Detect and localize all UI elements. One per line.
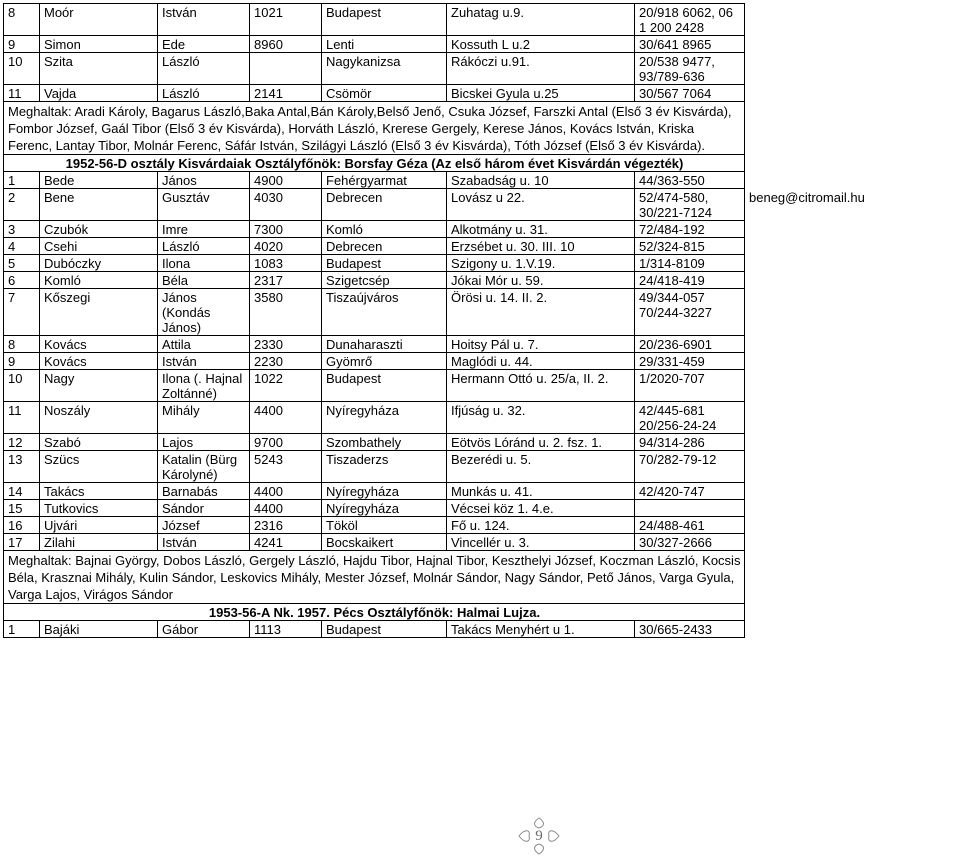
- cell-phone: 52/474-580, 30/221-7124: [635, 189, 745, 221]
- cell-addr: Erzsébet u. 30. III. 10: [447, 238, 635, 255]
- cell-first: László: [158, 53, 250, 85]
- cell-first: Ilona: [158, 255, 250, 272]
- cell-city: Nyíregyháza: [322, 500, 447, 517]
- cell-phone: 24/488-461: [635, 517, 745, 534]
- cell-first: Gábor: [158, 621, 250, 638]
- cell-city: Komló: [322, 221, 447, 238]
- cell-first: Sándor: [158, 500, 250, 517]
- cell-addr: Bicskei Gyula u.25: [447, 85, 635, 102]
- cell-last: Csehi: [40, 238, 158, 255]
- cell-last: Czubók: [40, 221, 158, 238]
- cell-email: [745, 370, 958, 402]
- cell-addr: Vincellér u. 3.: [447, 534, 635, 551]
- cell-city: Budapest: [322, 370, 447, 402]
- cell-city: Lenti: [322, 36, 447, 53]
- cell-zip: [250, 53, 322, 85]
- cell-phone: 30/567 7064: [635, 85, 745, 102]
- cell-city: Nagykanizsa: [322, 53, 447, 85]
- cell-first: Béla: [158, 272, 250, 289]
- cell-last: Dubóczky: [40, 255, 158, 272]
- table-row: [4, 255, 958, 272]
- cell-phone: 20/538 9477, 93/789-636: [635, 53, 745, 85]
- cell-num: 16: [4, 517, 40, 534]
- table-row: [4, 353, 958, 370]
- section-heading-row: [4, 604, 958, 621]
- deceased-note-1: Meghaltak: Aradi Károly, Bagarus László,Baka Antal,Bán Károly,Belső Jenő, Csuka József, Farszki Antal (Első 3 év Kisvárda), Fombor József, Gaál Tibor (Első 3 év Kisvárda), Horváth László, Krerese Gergely, Kerese János, Kovács István, Kriska Ferenc, Lantay Tibor, Molnár Ferenc, Sáfár István, Szilágyi László (Első 3 év Kisvárda), Tóth József (Első 3 év Kisvárda).: [4, 102, 745, 155]
- cell-email: [745, 238, 958, 255]
- table-row: [4, 189, 958, 221]
- cell-num: 5: [4, 255, 40, 272]
- cell-phone: 29/331-459: [635, 353, 745, 370]
- table-row: [4, 500, 958, 517]
- cell-first: Barnabás: [158, 483, 250, 500]
- cell-phone: 1/314-8109: [635, 255, 745, 272]
- cell-last: Noszály: [40, 402, 158, 434]
- cell-city: Nyíregyháza: [322, 483, 447, 500]
- table-row: [4, 289, 958, 336]
- cell-phone: 24/418-419: [635, 272, 745, 289]
- bottom-rows: [4, 621, 958, 638]
- cell-phone: 52/324-815: [635, 238, 745, 255]
- cell-num: 10: [4, 370, 40, 402]
- cell-email: [745, 517, 958, 534]
- cell-addr: Alkotmány u. 31.: [447, 221, 635, 238]
- cell-num: 6: [4, 272, 40, 289]
- cell-last: Simon: [40, 36, 158, 53]
- cell-city: Debrecen: [322, 189, 447, 221]
- cell-last: Vajda: [40, 85, 158, 102]
- cell-city: Dunaharaszti: [322, 336, 447, 353]
- cell-last: Bajáki: [40, 621, 158, 638]
- cell-zip: 5243: [250, 451, 322, 483]
- cell-email: [745, 53, 958, 85]
- cell-email: [745, 483, 958, 500]
- cell-phone: 44/363-550: [635, 172, 745, 189]
- cell-zip: 8960: [250, 36, 322, 53]
- cell-addr: Szigony u. 1.V.19.: [447, 255, 635, 272]
- cell-num: 1: [4, 172, 40, 189]
- cell-addr: Szabadság u. 10: [447, 172, 635, 189]
- table-row: [4, 483, 958, 500]
- cell-addr: Vécsei köz 1. 4.e.: [447, 500, 635, 517]
- cell-last: Bene: [40, 189, 158, 221]
- cell-num: 12: [4, 434, 40, 451]
- cell-first: János (Kondás János): [158, 289, 250, 336]
- cell-num: 9: [4, 36, 40, 53]
- cell-city: Csömör: [322, 85, 447, 102]
- cell-city: Szigetcsép: [322, 272, 447, 289]
- cell-addr: Zuhatag u.9.: [447, 4, 635, 36]
- cell-addr: Munkás u. 41.: [447, 483, 635, 500]
- table-row: [4, 85, 958, 102]
- cell-addr: Lovász u 22.: [447, 189, 635, 221]
- cell-email: [745, 172, 958, 189]
- cell-num: 11: [4, 402, 40, 434]
- cell-email: [745, 85, 958, 102]
- cell-first: László: [158, 238, 250, 255]
- cell-first: István: [158, 534, 250, 551]
- cell-num: 17: [4, 534, 40, 551]
- table-row: [4, 36, 958, 53]
- cell-city: Tiszaújváros: [322, 289, 447, 336]
- cell-zip: 2316: [250, 517, 322, 534]
- cell-email: [745, 434, 958, 451]
- cell-phone: 30/327-2666: [635, 534, 745, 551]
- cell-phone: 1/2020-707: [635, 370, 745, 402]
- cell-num: 7: [4, 289, 40, 336]
- deceased-note-2: Meghaltak: Bajnai György, Dobos László, Gergely László, Hajdu Tibor, Hajnal Tibor, Keszthelyi József, Koczman László, Kocsis Béla, Krasznai Mihály, Kulin Sándor, Leskovics Mihály, Mester József, Molnár Sándor, Nagy Sándor, Pető János, Varga Gyula, Varga Lajos, Virágos Sándor: [4, 551, 745, 604]
- cell-last: Kőszegi: [40, 289, 158, 336]
- cell-first: Gusztáv: [158, 189, 250, 221]
- cell-city: Tököl: [322, 517, 447, 534]
- cell-last: Szita: [40, 53, 158, 85]
- cell-zip: 2317: [250, 272, 322, 289]
- cell-city: Nyíregyháza: [322, 402, 447, 434]
- top-rows: [4, 4, 958, 102]
- cell-first: Imre: [158, 221, 250, 238]
- cell-city: Budapest: [322, 255, 447, 272]
- cell-zip: 1021: [250, 4, 322, 36]
- cell-email: [745, 402, 958, 434]
- cell-email: beneg@citromail.hu: [749, 189, 865, 205]
- cell-email: [745, 621, 958, 638]
- cell-city: Debrecen: [322, 238, 447, 255]
- cell-num: 9: [4, 353, 40, 370]
- table-row: [4, 238, 958, 255]
- cell-last: Bede: [40, 172, 158, 189]
- cell-addr: Ifjúság u. 32.: [447, 402, 635, 434]
- cell-addr: Eötvös Lóránd u. 2. fsz. 1.: [447, 434, 635, 451]
- table-row: [4, 621, 958, 638]
- cell-first: Ede: [158, 36, 250, 53]
- class-roster-table: [3, 3, 958, 638]
- cell-city: Budapest: [322, 621, 447, 638]
- cell-first: István: [158, 353, 250, 370]
- cell-first: Attila: [158, 336, 250, 353]
- table-row: [4, 53, 958, 85]
- cell-num: 14: [4, 483, 40, 500]
- class-heading-1953: 1953-56-A Nk. 1957. Pécs Osztályfőnök: Halmai Lujza.: [4, 604, 745, 621]
- class-heading-1952: 1952-56-D osztály Kisvárdaiak Osztályfőnök: Borsfay Géza (Az első három évet Kisvárdán végezték): [4, 155, 745, 172]
- cell-city: Tiszaderzs: [322, 451, 447, 483]
- cell-addr: Takács Menyhért u 1.: [447, 621, 635, 638]
- cell-phone: 30/641 8965: [635, 36, 745, 53]
- cell-num: 13: [4, 451, 40, 483]
- cell-num: 4: [4, 238, 40, 255]
- cell-num: 10: [4, 53, 40, 85]
- cell-zip: 4400: [250, 483, 322, 500]
- cell-zip: 4030: [250, 189, 322, 221]
- cell-last: Takács: [40, 483, 158, 500]
- cell-email: [745, 4, 958, 36]
- cell-email: [745, 272, 958, 289]
- cell-num: 1: [4, 621, 40, 638]
- cell-num: 11: [4, 85, 40, 102]
- table-row: [4, 4, 958, 36]
- cell-phone: 70/282-79-12: [635, 451, 745, 483]
- cell-email: [745, 221, 958, 238]
- table-row: [4, 370, 958, 402]
- cell-phone: 20/236-6901: [635, 336, 745, 353]
- cell-addr: Jókai Mór u. 59.: [447, 272, 635, 289]
- cell-last: Kovács: [40, 353, 158, 370]
- cell-num: 2: [4, 189, 40, 221]
- note-row: [4, 102, 958, 155]
- table-row: [4, 336, 958, 353]
- cell-first: Katalin (Bürg Károlyné): [158, 451, 250, 483]
- table-row: [4, 451, 958, 483]
- table-row: [4, 172, 958, 189]
- table-row: [4, 434, 958, 451]
- cell-email: [745, 500, 958, 517]
- cell-phone: [635, 500, 745, 517]
- cell-zip: 2141: [250, 85, 322, 102]
- cell-email: [745, 289, 958, 336]
- cell-phone: 30/665-2433: [635, 621, 745, 638]
- cell-addr: Maglódi u. 44.: [447, 353, 635, 370]
- cell-last: Kovács: [40, 336, 158, 353]
- cell-phone: 42/420-747: [635, 483, 745, 500]
- cell-last: Moór: [40, 4, 158, 36]
- cell-num: 8: [4, 336, 40, 353]
- cell-zip: 4900: [250, 172, 322, 189]
- cell-phone: 72/484-192: [635, 221, 745, 238]
- cell-last: Zilahi: [40, 534, 158, 551]
- cell-zip: 2230: [250, 353, 322, 370]
- cell-num: 8: [4, 4, 40, 36]
- cell-last: Ujvári: [40, 517, 158, 534]
- cell-last: Szabó: [40, 434, 158, 451]
- cell-city: Szombathely: [322, 434, 447, 451]
- cell-zip: 4400: [250, 402, 322, 434]
- cell-zip: 1113: [250, 621, 322, 638]
- cell-city: Bocskaikert: [322, 534, 447, 551]
- cell-zip: 4020: [250, 238, 322, 255]
- table-row: [4, 402, 958, 434]
- table-row: [4, 272, 958, 289]
- cell-last: Komló: [40, 272, 158, 289]
- cell-addr: Hermann Ottó u. 25/a, II. 2.: [447, 370, 635, 402]
- cell-phone: 94/314-286: [635, 434, 745, 451]
- main-rows: [4, 172, 958, 551]
- cell-addr: Fő u. 124.: [447, 517, 635, 534]
- cell-num: 15: [4, 500, 40, 517]
- cell-zip: 1022: [250, 370, 322, 402]
- cell-addr: Kossuth L u.2: [447, 36, 635, 53]
- cell-first: János: [158, 172, 250, 189]
- cell-zip: 3580: [250, 289, 322, 336]
- page-number: 9: [515, 816, 563, 856]
- cell-first: István: [158, 4, 250, 36]
- cell-email: [745, 534, 958, 551]
- cell-zip: 2330: [250, 336, 322, 353]
- cell-email: [745, 451, 958, 483]
- cell-email: [745, 255, 958, 272]
- cell-zip: 9700: [250, 434, 322, 451]
- cell-city: Fehérgyarmat: [322, 172, 447, 189]
- cell-phone: 42/445-681 20/256-24-24: [635, 402, 745, 434]
- cell-addr: Bezerédi u. 5.: [447, 451, 635, 483]
- section-heading-row: [4, 155, 958, 172]
- cell-zip: 1083: [250, 255, 322, 272]
- cell-num: 3: [4, 221, 40, 238]
- cell-addr: Hoitsy Pál u. 7.: [447, 336, 635, 353]
- cell-last: Szücs: [40, 451, 158, 483]
- cell-phone: 20/918 6062, 06 1 200 2428: [635, 4, 745, 36]
- cell-addr: Örösi u. 14. II. 2.: [447, 289, 635, 336]
- cell-last: Tutkovics: [40, 500, 158, 517]
- table-row: [4, 221, 958, 238]
- cell-city: Gyömrő: [322, 353, 447, 370]
- cell-first: Ilona (. Hajnal Zoltánné): [158, 370, 250, 402]
- cell-first: László: [158, 85, 250, 102]
- cell-zip: 4241: [250, 534, 322, 551]
- cell-email: [745, 36, 958, 53]
- cell-phone: 49/344-057 70/244-3227: [635, 289, 745, 336]
- table-row: [4, 534, 958, 551]
- cell-email: [745, 353, 958, 370]
- cell-first: Lajos: [158, 434, 250, 451]
- cell-city: Budapest: [322, 4, 447, 36]
- cell-email: [745, 336, 958, 353]
- cell-zip: 7300: [250, 221, 322, 238]
- cell-first: Mihály: [158, 402, 250, 434]
- note-row: [4, 551, 958, 604]
- cell-first: József: [158, 517, 250, 534]
- cell-last: Nagy: [40, 370, 158, 402]
- table-row: [4, 517, 958, 534]
- cell-addr: Rákóczi u.91.: [447, 53, 635, 85]
- cell-zip: 4400: [250, 500, 322, 517]
